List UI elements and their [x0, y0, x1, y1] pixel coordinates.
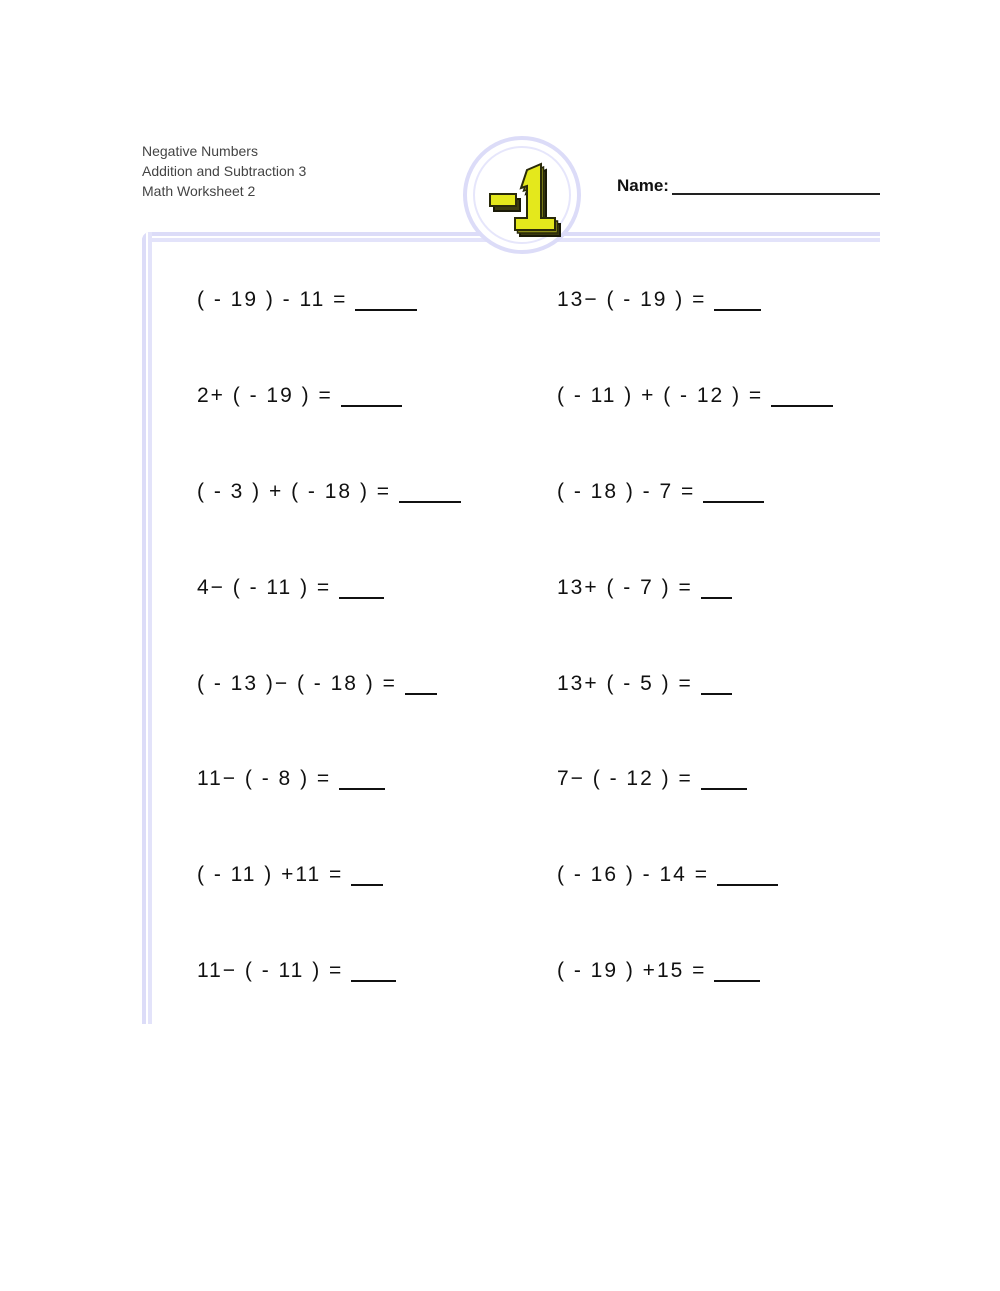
name-label: Name: — [617, 176, 669, 195]
problem-expression: 4− ( - 11 ) = — [197, 576, 332, 599]
problem-4 — [557, 381, 833, 411]
answer-blank[interactable] — [339, 788, 385, 790]
problem-1 — [197, 285, 417, 315]
problem-expression: 7− ( - 12 ) = — [557, 767, 693, 790]
frame-left-border — [142, 232, 152, 1024]
problem-11 — [197, 764, 385, 794]
answer-blank[interactable] — [351, 884, 383, 886]
answer-blank[interactable] — [703, 501, 764, 503]
problem-5 — [197, 477, 461, 507]
problem-15 — [197, 956, 396, 986]
problem-6 — [557, 477, 764, 507]
problem-expression: ( - 11 ) +11 = — [197, 863, 344, 886]
minus-one-logo-badge — [463, 136, 581, 254]
minus-one-logo-icon — [481, 156, 571, 242]
problem-expression: ( - 11 ) + ( - 12 ) = — [557, 384, 764, 407]
problem-10 — [557, 669, 732, 699]
answer-blank[interactable] — [341, 405, 402, 407]
name-input-line[interactable] — [672, 193, 880, 195]
answer-blank[interactable] — [701, 788, 747, 790]
answer-blank[interactable] — [399, 501, 461, 503]
problem-14 — [557, 860, 778, 890]
problem-expression: ( - 16 ) - 14 = — [557, 863, 709, 886]
problem-8 — [557, 573, 732, 603]
problem-7 — [197, 573, 384, 603]
problem-expression: 13+ ( - 5 ) = — [557, 672, 693, 695]
answer-blank[interactable] — [701, 693, 732, 695]
answer-blank[interactable] — [714, 980, 760, 982]
problem-13 — [197, 860, 383, 890]
problem-expression: ( - 19 ) +15 = — [557, 959, 707, 982]
answer-blank[interactable] — [405, 693, 437, 695]
header-subtitle: Addition and Subtraction 3 — [142, 163, 307, 179]
problem-expression: ( - 18 ) - 7 = — [557, 480, 696, 503]
problem-expression: ( - 13 )− ( - 18 ) = — [197, 672, 397, 695]
problem-3 — [197, 381, 402, 411]
problem-expression: ( - 3 ) + ( - 18 ) = — [197, 480, 392, 503]
answer-blank[interactable] — [339, 597, 384, 599]
header-worksheet-number: Math Worksheet 2 — [142, 183, 256, 199]
problem-9 — [197, 669, 437, 699]
problem-expression: 2+ ( - 19 ) = — [197, 384, 333, 407]
answer-blank[interactable] — [771, 405, 833, 407]
answer-blank[interactable] — [717, 884, 778, 886]
answer-blank[interactable] — [355, 309, 417, 311]
problem-expression: ( - 19 ) - 11 = — [197, 288, 348, 311]
problem-expression: 11− ( - 8 ) = — [197, 767, 332, 790]
problem-expression: 11− ( - 11 ) = — [197, 959, 344, 982]
problem-16 — [557, 956, 760, 986]
header-title: Negative Numbers — [142, 143, 258, 159]
answer-blank[interactable] — [351, 980, 396, 982]
problem-12 — [557, 764, 747, 794]
answer-blank[interactable] — [714, 309, 761, 311]
problem-expression: 13− ( - 19 ) = — [557, 288, 707, 311]
problem-expression: 13+ ( - 7 ) = — [557, 576, 693, 599]
worksheet-header — [142, 141, 306, 201]
problem-2 — [557, 285, 761, 315]
answer-blank[interactable] — [701, 597, 732, 599]
